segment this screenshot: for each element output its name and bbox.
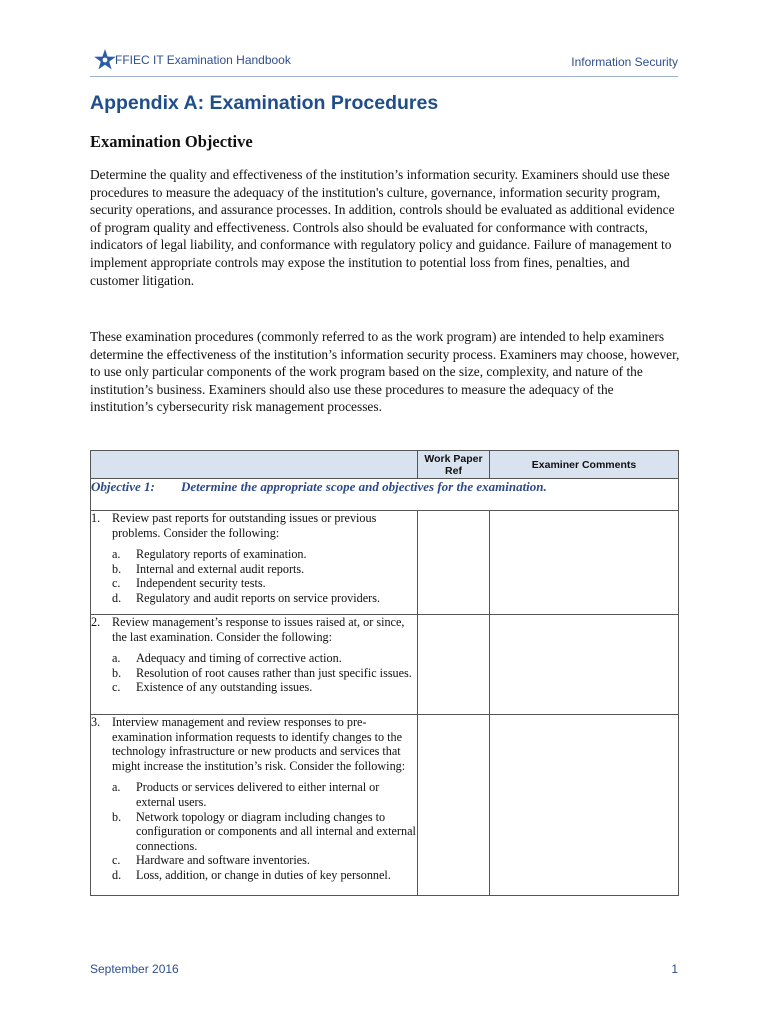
list-item	[91, 853, 417, 868]
step-text: Review management’s response to issues raised at, or since, the last examination. Consider the following:	[112, 615, 405, 644]
sub-item-letter: c.	[112, 576, 121, 591]
sub-item-list	[91, 547, 417, 605]
section-heading: Examination Objective	[90, 132, 253, 151]
work-paper-ref-cell[interactable]	[418, 715, 490, 896]
footer-date: September 2016	[90, 962, 179, 976]
sub-item-letter: c.	[112, 680, 121, 695]
sub-item-letter: a.	[112, 651, 121, 666]
examiner-comments-cell[interactable]	[490, 511, 679, 615]
list-item	[91, 547, 417, 562]
sub-item-letter: c.	[112, 853, 121, 868]
page-title: Appendix A: Examination Procedures	[90, 92, 439, 114]
intro-paragraph-1: Determine the quality and effectiveness of the institution’s information security. Examiners should use these procedures to measure the adequacy of the institution's culture, governance, information security program, security operations, and assurance processes. In addition, controls should be evaluated as additional evidence of program quality and effectiveness. Controls also should be evaluated for conformance with contracts, indicators of legal liability, and conformance with regulatory policy and guidance. Failure of management to implement appropriate controls may expose the institution to potential loss from fines, penalties, and customer litigation.	[90, 167, 675, 288]
list-item	[91, 810, 417, 854]
header-procedure	[91, 451, 418, 479]
sub-item-text: Loss, addition, or change in duties of key personnel.	[136, 867, 391, 882]
step-number: 1.	[91, 511, 101, 525]
step-text: Interview management and review responses to pre-examination information requests to identify changes to the technology infrastructure or new products and services that might increase the institution’s risk. Consider the following:	[112, 715, 406, 773]
objective-label: Objective 1:	[91, 479, 155, 494]
list-item	[91, 651, 417, 666]
sub-item-text: Existence of any outstanding issues.	[136, 680, 313, 695]
sub-item-text: Products or services delivered to either internal or external users.	[136, 780, 380, 809]
header-brand	[92, 48, 291, 72]
objective-row	[91, 479, 679, 511]
header-section-title: Information Security	[571, 55, 678, 69]
sub-item-text: Adequacy and timing of corrective action.	[136, 651, 342, 666]
sub-item-list	[91, 651, 417, 695]
sub-item-text: Hardware and software inventories.	[136, 853, 310, 868]
table-row	[91, 615, 679, 715]
list-item	[91, 680, 417, 695]
table-row	[91, 511, 679, 615]
work-paper-ref-cell[interactable]	[418, 511, 490, 615]
procedure-cell	[91, 715, 418, 896]
sub-item-letter: a.	[112, 547, 121, 562]
sub-item-text: Internal and external audit reports.	[136, 561, 305, 576]
objective-text: Determine the appropriate scope and objectives for the examination.	[181, 479, 547, 494]
objective-cell	[91, 479, 679, 511]
list-item	[91, 562, 417, 577]
sub-item-text: Resolution of root causes rather than just specific issues.	[136, 665, 412, 680]
sub-item-text: Regulatory and audit reports on service providers.	[136, 590, 381, 605]
sub-item-text: Independent security tests.	[136, 576, 266, 591]
footer-page-number: 1	[671, 962, 678, 976]
work-paper-ref-cell[interactable]	[418, 615, 490, 715]
sub-item-text: Network topology or diagram including changes to configuration or components and all internal and external connections.	[136, 809, 416, 853]
sub-item-letter: b.	[112, 809, 122, 824]
examiner-comments-cell[interactable]	[490, 615, 679, 715]
sub-item-letter: b.	[112, 665, 122, 680]
list-item	[91, 591, 417, 606]
step-number: 2.	[91, 615, 101, 629]
sub-item-letter: a.	[112, 780, 121, 795]
step-number: 3.	[91, 715, 101, 729]
sub-item-letter: b.	[112, 561, 122, 576]
header-examiner-comments: Examiner Comments	[490, 451, 679, 479]
table-row	[91, 715, 679, 896]
sub-item-text: Regulatory reports of examination.	[136, 547, 307, 562]
procedure-cell	[91, 511, 418, 615]
header-work-paper-ref: Work Paper Ref	[418, 451, 490, 479]
sub-item-letter: d.	[112, 590, 122, 605]
intro-paragraph-2: These examination procedures (commonly referred to as the work program) are intended to help examiners determine the effectiveness of the institution’s information security process. Examiners may choose, however, to use only particular components of the work program based on the size, complexity, and nature of the institution’s business. Examiners should also use these procedures to measure the adequacy of the institution’s cybersecurity risk management processes.	[90, 329, 680, 415]
examiner-comments-cell[interactable]	[490, 715, 679, 896]
step-text: Review past reports for outstanding issues or previous problems. Consider the following:	[112, 511, 377, 540]
sub-item-letter: d.	[112, 867, 122, 882]
table-header-row	[91, 451, 679, 479]
procedure-cell	[91, 615, 418, 715]
sub-item-list	[91, 780, 417, 882]
list-item	[91, 576, 417, 591]
list-item	[91, 868, 417, 883]
list-item	[91, 780, 417, 809]
procedures-table	[90, 450, 679, 896]
header-handbook-title: FFIEC IT Examination Handbook	[115, 53, 291, 67]
header-divider	[90, 76, 678, 77]
list-item	[91, 666, 417, 681]
